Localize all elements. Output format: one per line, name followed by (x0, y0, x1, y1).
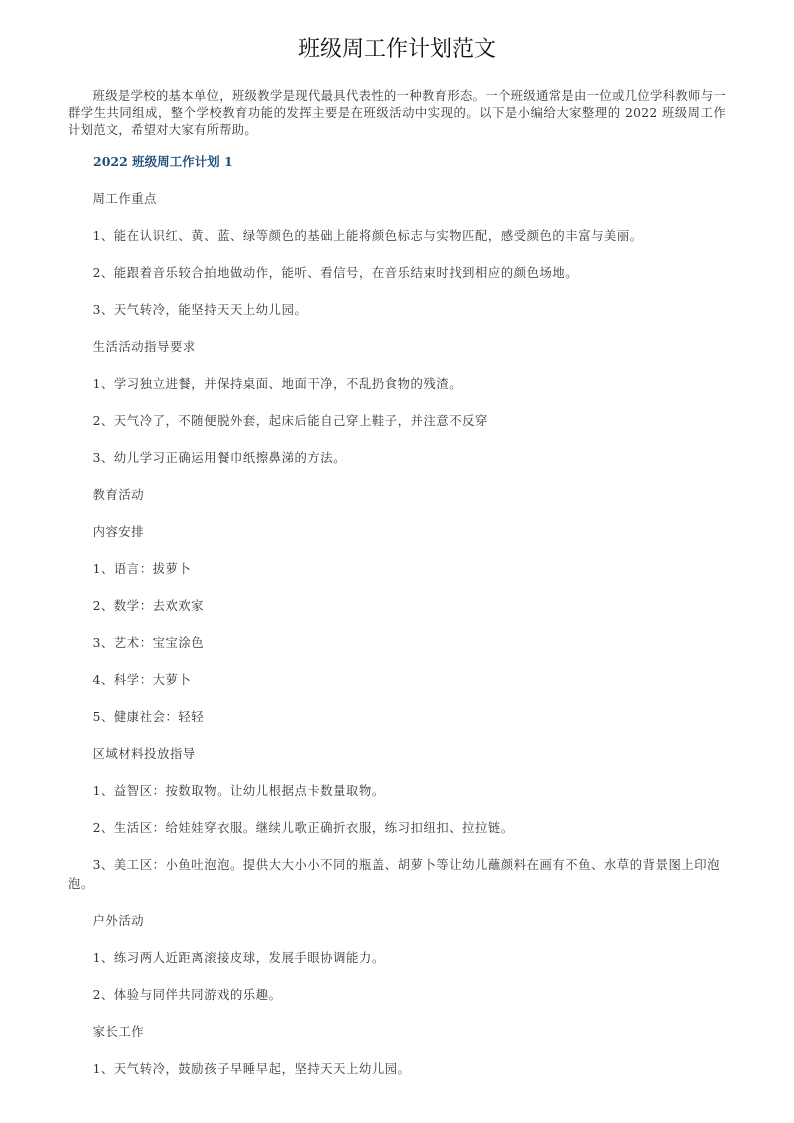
paragraph: 2、能跟着音乐较合拍地做动作，能听、看信号，在音乐结束时找到相应的颜色场地。 (92, 266, 579, 280)
paragraph: 1、天气转冷，鼓励孩子早睡早起，坚持天天上幼儿园。 (92, 1062, 411, 1076)
paragraph: 1、练习两人近距离滚接皮球，发展手眼协调能力。 (92, 951, 385, 965)
paragraph: 2、数学：去欢欢家 (92, 599, 205, 613)
paragraph: 1、益智区：按数取物。让幼儿根据点卡数量取物。 (92, 784, 385, 798)
section-heading: 2022 班级周工作计划 1 (93, 154, 233, 169)
paragraph: 2、天气冷了，不随便脱外套，起床后能自己穿上鞋子，并注意不反穿 (92, 414, 488, 428)
paragraph: 教育活动 (92, 488, 145, 502)
paragraph: 5、健康社会：轻轻 (92, 710, 205, 724)
paragraph: 1、学习独立进餐，并保持桌面、地面干净，不乱扔食物的残渣。 (92, 377, 463, 391)
paragraph: 周工作重点 (92, 192, 158, 206)
paragraph: 1、语言：拔萝卜 (92, 562, 192, 576)
document-body (68, 153, 726, 1097)
paragraph: 生活活动指导要求 (92, 340, 196, 354)
paragraph: 1、能在认识红、黄、蓝、绿等颜色的基础上能将颜色标志与实物匹配，感受颜色的丰富与美丽。 (92, 229, 643, 243)
paragraph-list (68, 190, 726, 1079)
paragraph: 户外活动 (92, 914, 145, 928)
paragraph: 3、艺术：宝宝涂色 (92, 636, 205, 650)
paragraph: 内容安排 (92, 525, 145, 539)
paragraph: 3、天气转冷，能坚持天天上幼儿园。 (92, 303, 308, 317)
paragraph: 区域材料投放指导 (92, 747, 196, 761)
paragraph: 3、美工区：小鱼吐泡泡。提供大大小小不同的瓶盖、胡萝卜等让幼儿蘸颜料在画有不鱼、水草的背景图上印泡泡。 (68, 858, 721, 891)
paragraph: 家长工作 (92, 1025, 145, 1039)
document-title: 班级周工作计划范文 (297, 37, 496, 62)
intro-paragraph: 班级是学校的基本单位，班级教学是现代最具代表性的一种教育形态。一个班级通常是由一位或几位学科教师与一群学生共同组成，整个学校教育功能的发挥主要是在班级活动中实现的。以下是小编给大家整理的 2022 班级周工作计划范文，希望对大家有所帮助。 (68, 89, 726, 137)
paragraph: 2、生活区：给娃娃穿衣服。继续儿歌正确折衣服，练习扣纽扣、拉拉链。 (92, 821, 514, 835)
paragraph: 2、体验与同伴共同游戏的乐趣。 (92, 988, 282, 1002)
paragraph: 4、科学：大萝卜 (92, 673, 192, 687)
paragraph: 3、幼儿学习正确运用餐巾纸擦鼻涕的方法。 (92, 451, 347, 465)
